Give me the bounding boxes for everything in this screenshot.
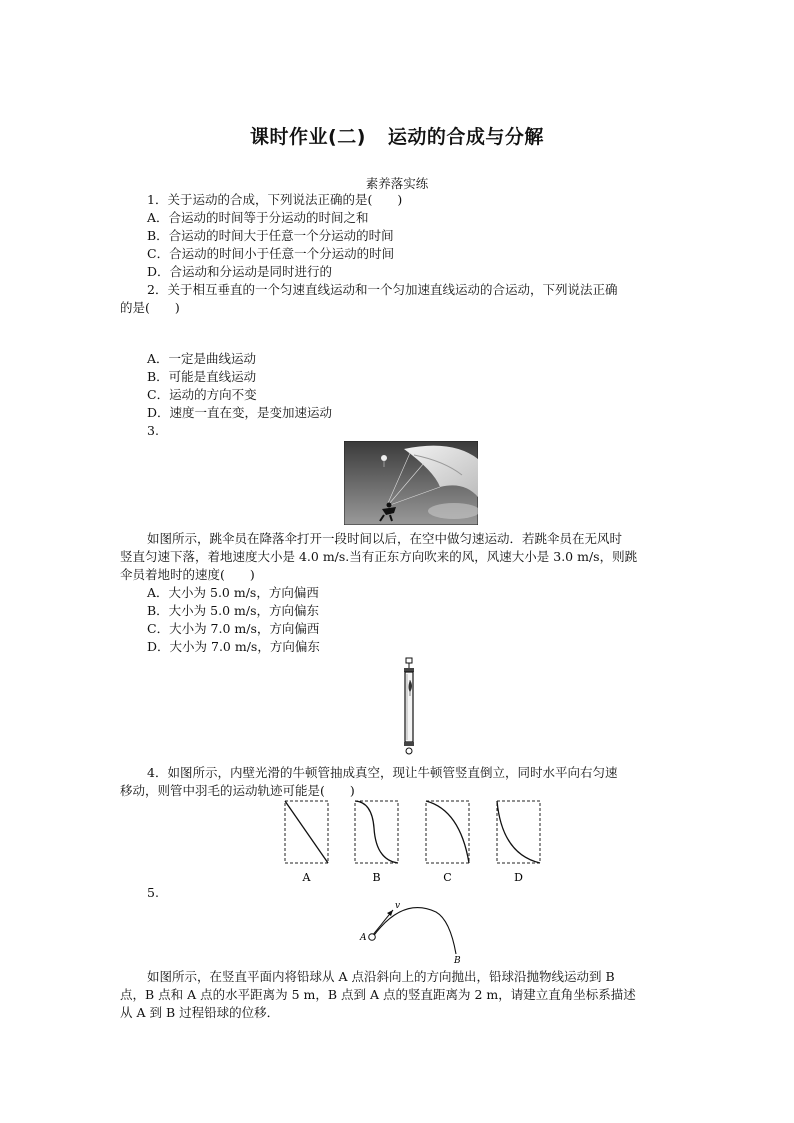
title-homework-number: 课时作业(二) [250, 126, 366, 148]
q1-option-d: D．合运动和分运动是同时进行的 [147, 264, 333, 279]
q2-option-b: B．可能是直线运动 [147, 369, 257, 384]
section-heading: 素养落实练 [365, 176, 429, 191]
panel-label-b: B [372, 871, 381, 884]
title-topic: 运动的合成与分解 [387, 126, 544, 148]
q3-option-d: D．大小为 7.0 m/s，方向偏东 [147, 639, 320, 654]
trajectory-panel-d [497, 801, 540, 884]
q3-stem-line2: 竖直匀速下落，着地速度大小是 4.0 m/s.当有正东方向吹来的风，风速大小是 3.0 m/s，则跳 [120, 549, 638, 564]
q5-stem-line2: 点，B 点和 A 点的水平距离为 5 m，B 点到 A 点的竖直距离为 2 m，请建立直角坐标系描述 [120, 987, 636, 1002]
panel-label-a: A [302, 871, 311, 884]
shot-put-ball-icon [369, 934, 376, 941]
q3-stem-line3: 伞员着地时的速度( ) [120, 567, 255, 582]
tube-top-valve-icon [404, 658, 414, 672]
trajectory-panel-b [355, 801, 398, 884]
q5-stem-line1: 如图所示，在竖直平面内将铅球从 A 点沿斜向上的方向抛出，铅球沿抛物线运动到 B [147, 969, 615, 984]
point-a-label: A [360, 933, 367, 943]
q2-option-c: C．运动的方向不变 [147, 387, 257, 402]
trajectory-curve-b [355, 801, 398, 863]
distant-parachute-icon [381, 455, 387, 461]
q1-stem: 1．关于运动的合成，下列说法正确的是( ) [147, 192, 403, 207]
q3-stem-line1: 如图所示，跳伞员在降落伞打开一段时间以后，在空中做匀速运动．若跳伞员在无风时 [147, 531, 623, 546]
point-b-label: B [454, 956, 461, 964]
q3-option-b: B．大小为 5.0 m/s，方向偏东 [147, 603, 319, 618]
q3-option-a: A．大小为 5.0 m/s，方向偏西 [147, 585, 319, 600]
q3-number: 3. [147, 423, 159, 438]
q2-option-a: A．一定是曲线运动 [147, 351, 257, 366]
panel-label-d: D [514, 871, 523, 884]
trajectory-line-a [285, 801, 328, 863]
q2-option-d: D．速度一直在变，是变加速运动 [147, 405, 333, 420]
trajectory-panel-c [426, 801, 469, 884]
page-title [0, 122, 794, 149]
q4-stem-line1: 4．如图所示，内壁光滑的牛顿管抽成真空，现让牛顿管竖直倒立，同时水平向右匀速 [147, 765, 618, 780]
q2-stem-line1: 2．关于相互垂直的一个匀速直线运动和一个匀加速直线运动的合运动，下列说法正确 [147, 282, 618, 297]
shot-put-trajectory-figure [356, 898, 466, 964]
trajectory-panel-a [285, 801, 328, 884]
velocity-label: v [395, 901, 401, 911]
trajectory-options-figure [280, 798, 550, 888]
q1-option-b: B．合运动的时间大于任意一个分运动的时间 [147, 228, 394, 243]
q2-stem-line2: 的是( ) [120, 300, 180, 315]
newton-tube-figure [396, 656, 422, 758]
tube-body [405, 672, 413, 742]
q5-number: 5. [147, 885, 159, 900]
velocity-arrowhead-icon [387, 910, 393, 916]
trajectory-curve-d [497, 801, 540, 863]
q3-option-c: C．大小为 7.0 m/s，方向偏西 [147, 621, 320, 636]
q4-stem-line2: 移动，则管中羽毛的运动轨迹可能是( ) [120, 783, 355, 798]
q5-stem-line3: 从 A 到 B 过程铅球的位移． [120, 1005, 280, 1020]
trajectory-curve-c [426, 801, 469, 863]
panel-label-c: C [443, 871, 452, 884]
q1-option-c: C．合运动的时间小于任意一个分运动的时间 [147, 246, 395, 261]
parabola-path [372, 908, 456, 954]
q1-option-a: A．合运动的时间等于分运动的时间之和 [147, 210, 369, 225]
tube-bottom-cap-icon [404, 742, 414, 754]
parachute-photo [344, 441, 478, 525]
